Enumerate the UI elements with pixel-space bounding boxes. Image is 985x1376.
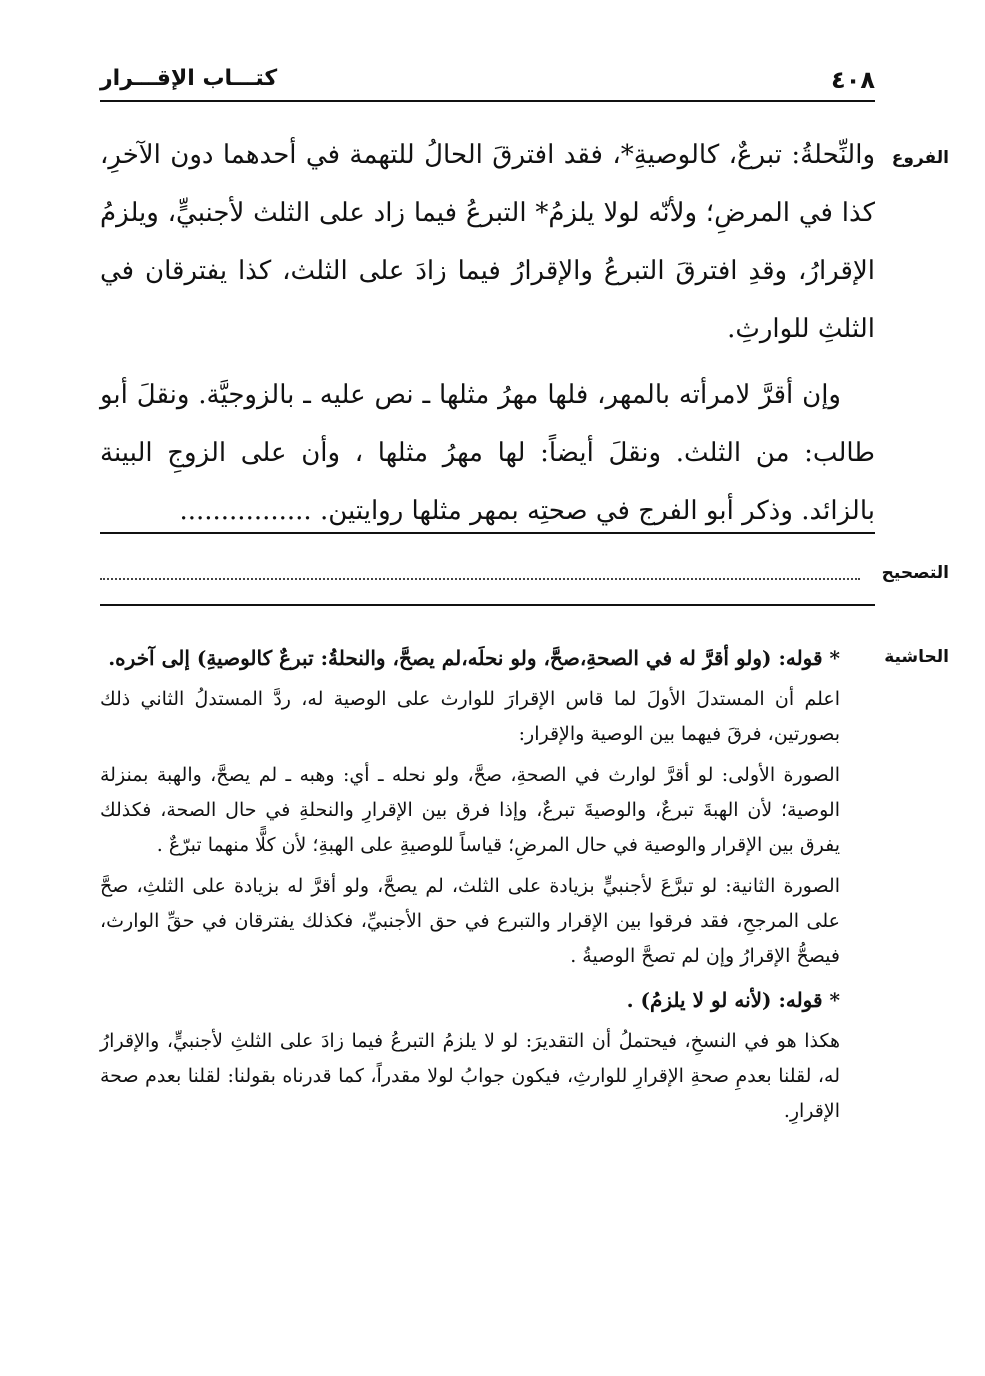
tashih-dotted-line (100, 578, 860, 580)
main-paragraph-2-text: وإن أقرَّ لامرأته بالمهر، فلها مهرُ مثلها ـ نص عليه ـ بالزوجيَّة. ونقلَ أبو طالب: من الثلث. ونقلَ أيضاً: لها مهرُ مثلها ، وأن على الزوجِ البينة بالزائد. وذكر أبو الفرج في صحتِه بمهر مثلها روايتين. (100, 380, 875, 526)
main-text-rule (100, 532, 875, 534)
commentary (100, 638, 840, 1135)
asterisk-marker: * (829, 988, 840, 1012)
commentary-heading-1 (100, 638, 840, 678)
label-furu: الفروع (891, 148, 949, 168)
commentary-heading-2-text: قوله: (لأنه لو لا يلزمُ) . (626, 988, 823, 1012)
header-rule (100, 100, 875, 102)
main-text (100, 126, 875, 540)
main-paragraph-2-dots: ................ (179, 496, 312, 526)
main-paragraph-1: والنِّحلةُ: تبرعٌ، كالوصيةِ*، فقد افترقَ الحالُ للتهمة في أحدهما دون الآخرِ، كذا في المرضِ؛ ولأنّه لولا يلزمُ* التبرعُ فيما زاد على الثلث لأجنبيٍّ، ويلزمُ الإقرارُ، وقدِ افترقَ التبرعُ والإقرارُ فيما زادَ على الثلث، كذا يفترقان في الثلثِ للوارثِ. (100, 140, 875, 344)
commentary-paragraph-1: اعلم أن المستدلَ الأولَ لما قاس الإقرارَ للوارث على الوصية له، ردَّ المستدلُ الثاني ذلك بصورتين، فرقَ فيهما بين الوصية والإقرار: (100, 688, 840, 745)
asterisk-marker: * (829, 646, 840, 670)
commentary-heading-2 (100, 980, 840, 1020)
label-hashiya: الحاشية (884, 647, 949, 667)
commentary-paragraph-2: الصورة الأولى: لو أقرَّ لوارث في الصحةِ، صحَّ، ولو نحله ـ أي: وهبه ـ لم يصحَّ، والهبة بمنزلة الوصية؛ لأن الهبةَ تبرعٌ، والوصيةَ تبرعٌ، وإذا فرق بين الإقرارِ والنحلةِ في حال الصحة، فكذلك يفرق بين الإقرار والوصية في حال المرضِ؛ قياساً للوصيةِ على الهبةِ؛ لأن كلًّا منهما تبرّعٌ . (100, 764, 840, 856)
page-number: ٤٠٨ (831, 66, 875, 94)
commentary-paragraph-4: هكذا هو في النسخِ، فيحتملُ أن التقديرَ: لو لا يلزمُ التبرعُ فيما زادَ على الثلثِ لأجنبيٍّ، والإقرارُ له، لقلنا بعدمِ صحةِ الإقرارِ للوارثِ، فيكون جوابُ لولا مقدراً، كما قدرناه بقولنا: لقلنا بعدم صحة الإقرارِ. (100, 1030, 840, 1122)
main-paragraph-2 (100, 366, 875, 540)
book-title: كتـــاب الإقـــرار (100, 66, 278, 91)
tashih-rule (100, 604, 875, 606)
page-header (100, 62, 875, 98)
commentary-paragraph-3: الصورة الثانية: لو تبرَّعَ لأجنبيٍّ بزيادة على الثلث، لم يصحَّ، ولو أقرَّ له بزيادة على الثلثِ، صحَّ على المرجحِ، فقد فرقوا بين الإقرار والتبرع في حق الأجنبيِّ، فكذلك يفترقان في حقِّ الوارث، فيصحُّ الإقرارُ وإن لم تصحَّ الوصيةُ . (100, 875, 840, 967)
commentary-heading-1-text: قوله: (ولو أقرَّ له في الصحةِ،صحَّ، ولو نحلَه،لم يصحَّ، والنحلةُ: تبرعٌ كالوصيةِ) إلى آخره. (108, 646, 823, 670)
label-tashih: التصحيح (881, 563, 949, 583)
